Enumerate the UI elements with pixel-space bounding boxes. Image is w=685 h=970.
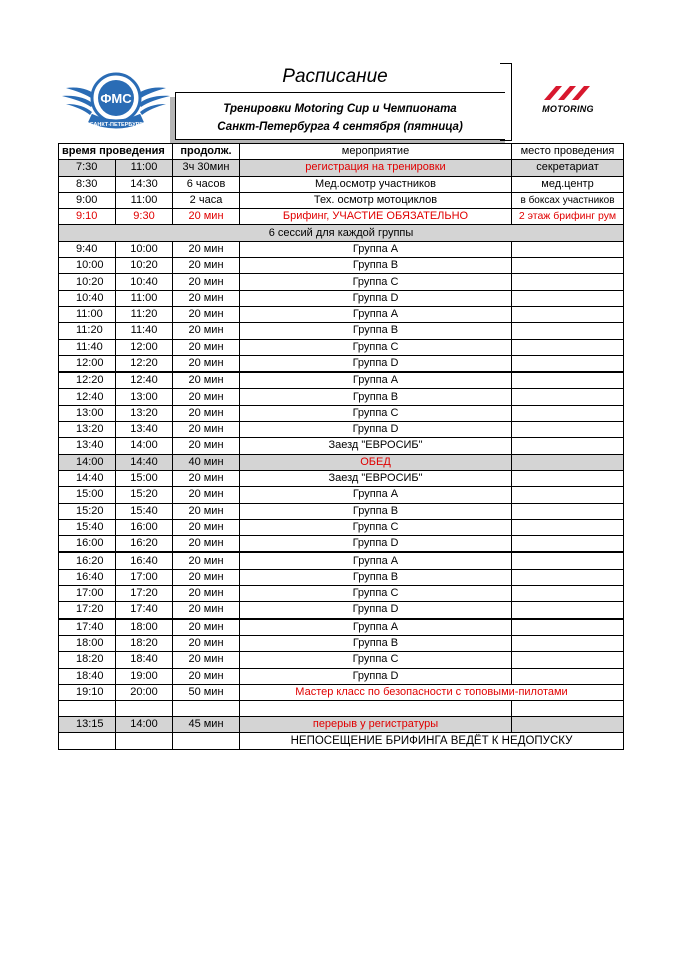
fms-logo [60,66,172,134]
cell-place [512,438,624,454]
table-row [59,176,624,192]
cell-place [512,405,624,421]
table-row [59,552,624,569]
cell-event: Группа B [240,635,512,651]
cell-end: 18:00 [116,619,173,636]
table-row [59,355,624,372]
cell-end: 17:00 [116,569,173,585]
cell-duration: 20 мин [173,274,240,290]
cell-end: 18:20 [116,635,173,651]
table-row [59,635,624,651]
header-place: место проведения [512,144,624,160]
cell-event: Группа D [240,668,512,684]
cell-place [512,323,624,339]
cell-event: Группа B [240,323,512,339]
cell-event: Группа C [240,339,512,355]
cell-place [512,372,624,389]
cell-duration: 20 мин [173,668,240,684]
cell-place [512,519,624,535]
cell-event: Группа B [240,258,512,274]
cell-event: Группа C [240,405,512,421]
subtitle-line-1: Тренировки Motoring Cup и Чемпионата [223,103,457,115]
cell-end: 18:40 [116,652,173,668]
table-header-row [59,144,624,160]
table-row [59,339,624,355]
cell-duration: 20 мин [173,306,240,322]
header-time: время проведения [59,144,173,160]
cell-place: секретариат [512,160,624,176]
cell-duration: 20 мин [173,258,240,274]
table-row [59,668,624,684]
cell-start: 12:20 [59,372,116,389]
table-row [59,438,624,454]
cell-place [512,241,624,257]
cell-start: 8:30 [59,176,116,192]
cell-start: 18:00 [59,635,116,651]
cell-event: Группа D [240,602,512,619]
cell-duration: 20 мин [173,635,240,651]
cell-end: 14:00 [116,438,173,454]
cell-duration: 3ч 30мин [173,160,240,176]
table-row [59,586,624,602]
cell-place [512,454,624,470]
cell-event: Группа A [240,619,512,636]
cell-event: Группа A [240,306,512,322]
cell-place [512,339,624,355]
cell-start: 12:40 [59,389,116,405]
cell-duration: 45 мин [173,717,240,733]
cell-start: 13:40 [59,438,116,454]
cell-start: 15:40 [59,519,116,535]
cell-event: Группа B [240,569,512,585]
cell-place [512,619,624,636]
cell-place [512,422,624,438]
cell-start: 16:00 [59,536,116,553]
cell-event: Группа C [240,652,512,668]
cell-end: 12:00 [116,339,173,355]
cell-start: 16:40 [59,569,116,585]
cell-end: 13:40 [116,422,173,438]
cell-end: 15:40 [116,503,173,519]
cell-event: Группа A [240,241,512,257]
cell-event: Тех. осмотр мотоциклов [240,192,512,208]
cell-event: Группа D [240,290,512,306]
cell-start: 10:20 [59,274,116,290]
cell-end: 17:40 [116,602,173,619]
cell-end: 14:30 [116,176,173,192]
cell-event: перерыв у регистратуры [240,717,512,733]
cell-place: 2 этаж брифинг рум [512,209,624,225]
cell-end: 11:00 [116,160,173,176]
motoring-logo-mark [530,80,606,120]
cell-place: в боксах участников [512,192,624,208]
cell-duration: 20 мин [173,602,240,619]
cell-end: 14:00 [116,717,173,733]
cell-event: Заезд "ЕВРОСИБ" [240,470,512,486]
cell-duration: 20 мин [173,422,240,438]
cell-duration: 20 мин [173,339,240,355]
cell-duration: 20 мин [173,355,240,372]
cell-start: 10:40 [59,290,116,306]
table-row [59,323,624,339]
cell-end: 11:00 [116,192,173,208]
cell-place [512,306,624,322]
cell-place [512,536,624,553]
cell-start: 10:00 [59,258,116,274]
cell-end: 15:00 [116,470,173,486]
table-row [59,192,624,208]
cell-duration: 20 мин [173,519,240,535]
table-row [59,389,624,405]
cell-event: Заезд "ЕВРОСИБ" [240,438,512,454]
title-bracket [500,63,512,141]
cell-place [512,355,624,372]
cell-start: 16:20 [59,552,116,569]
cell-duration: 20 мин [173,438,240,454]
cell-event: Группа A [240,487,512,503]
cell-event: Группа A [240,552,512,569]
sessions-note-row [59,225,624,241]
cell-event: Группа C [240,519,512,535]
cell-duration: 40 мин [173,454,240,470]
table-row [59,619,624,636]
cell-duration: 20 мин [173,487,240,503]
cell-end: 11:20 [116,306,173,322]
cell-duration: 20 мин [173,652,240,668]
cell-event: Мед.осмотр участников [240,176,512,192]
fms-logo-text: ФМС [100,91,132,106]
motoring-logo-text: MOTORING [542,104,594,114]
table-row [59,487,624,503]
cell-duration: 20 мин [173,372,240,389]
table-row [59,306,624,322]
cell-duration: 20 мин [173,470,240,486]
cell-start: 18:40 [59,668,116,684]
table-blank-row [59,701,624,717]
table-row [59,290,624,306]
cell-start: 12:00 [59,355,116,372]
cell-end: 11:00 [116,290,173,306]
table-row [59,503,624,519]
table-row [59,717,624,733]
cell-start: 13:15 [59,717,116,733]
table-row [59,569,624,585]
table-row [59,684,624,700]
table-row [59,274,624,290]
cell-start: 7:30 [59,160,116,176]
cell-start: 18:20 [59,652,116,668]
cell-place [512,290,624,306]
cell-duration: 20 мин [173,290,240,306]
cell-start: 11:20 [59,323,116,339]
cell-place [512,389,624,405]
cell-start: 19:10 [59,684,116,700]
cell-place [512,717,624,733]
cell-end: 14:40 [116,454,173,470]
cell-end: 10:20 [116,258,173,274]
cell-duration: 20 мин [173,552,240,569]
cell-place [512,635,624,651]
table-row [59,241,624,257]
cell-duration: 20 мин [173,619,240,636]
cell-event: Группа C [240,586,512,602]
cell-event: Группа B [240,503,512,519]
table-row [59,405,624,421]
cell-place [512,569,624,585]
header-event: мероприятие [240,144,512,160]
cell-duration: 20 мин [173,569,240,585]
cell-end: 15:20 [116,487,173,503]
cell-end: 17:20 [116,586,173,602]
cell-start: 9:00 [59,192,116,208]
cell-event: Группа C [240,274,512,290]
cell-duration: 20 мин [173,323,240,339]
cell-start: 13:00 [59,405,116,421]
cell-event: регистрация на тренировки [240,160,512,176]
cell-end: 19:00 [116,668,173,684]
sessions-note: 6 сессий для каждой группы [59,225,624,241]
table-row [59,454,624,470]
cell-start: 14:00 [59,454,116,470]
cell-end: 12:40 [116,372,173,389]
table-row [59,422,624,438]
cell-start: 11:40 [59,339,116,355]
cell-place [512,274,624,290]
table-row [59,602,624,619]
cell-end: 13:00 [116,389,173,405]
cell-event: Группа D [240,355,512,372]
cell-end: 10:40 [116,274,173,290]
cell-event: ОБЕД [240,454,512,470]
cell-start: 17:40 [59,619,116,636]
cell-event: Группа A [240,372,512,389]
cell-duration: 20 мин [173,586,240,602]
table-row [59,519,624,535]
cell-duration: 2 часа [173,192,240,208]
header-duration: продолж. [173,144,240,160]
table-footer-row [59,733,624,749]
cell-event: Группа D [240,422,512,438]
cell-event: Группа D [240,536,512,553]
cell-place [512,652,624,668]
page-title: Расписание [282,66,388,87]
cell-place [512,668,624,684]
cell-end: 10:00 [116,241,173,257]
table-row [59,652,624,668]
cell-end: 16:40 [116,552,173,569]
cell-event: Брифинг, УЧАСТИЕ ОБЯЗАТЕЛЬНО [240,209,512,225]
cell-event: Мастер класс по безопасности с топовыми-пилотами [240,684,624,700]
cell-start: 11:00 [59,306,116,322]
cell-start: 17:20 [59,602,116,619]
cell-duration: 20 мин [173,503,240,519]
cell-start: 17:00 [59,586,116,602]
cell-duration: 20 мин [173,536,240,553]
table-row [59,209,624,225]
cell-start: 15:20 [59,503,116,519]
cell-duration: 50 мин [173,684,240,700]
cell-place [512,552,624,569]
cell-duration: 20 мин [173,241,240,257]
cell-duration: 20 мин [173,209,240,225]
schedule-table [58,143,624,750]
briefing-warning: НЕПОСЕЩЕНИЕ БРИФИНГА ВЕДЁТ К НЕДОПУСКУ [240,733,624,749]
table-row [59,160,624,176]
cell-event: Группа B [240,389,512,405]
cell-duration: 20 мин [173,389,240,405]
fms-logo-subtext: САНКТ-ПЕТЕРБУРГ [89,122,143,128]
table-row [59,258,624,274]
cell-place: мед.центр [512,176,624,192]
cell-place [512,586,624,602]
cell-end: 12:20 [116,355,173,372]
cell-duration: 20 мин [173,405,240,421]
cell-start: 9:40 [59,241,116,257]
cell-end: 16:00 [116,519,173,535]
table-row [59,536,624,553]
subtitle-line-2: Санкт-Петербурга 4 сентября (пятница) [217,121,463,133]
cell-start: 14:40 [59,470,116,486]
cell-end: 11:40 [116,323,173,339]
cell-start: 9:10 [59,209,116,225]
cell-end: 20:00 [116,684,173,700]
cell-start: 13:20 [59,422,116,438]
cell-start: 15:00 [59,487,116,503]
cell-end: 13:20 [116,405,173,421]
cell-place [512,503,624,519]
cell-end: 9:30 [116,209,173,225]
table-row [59,470,624,486]
cell-place [512,487,624,503]
cell-duration: 6 часов [173,176,240,192]
cell-place [512,602,624,619]
cell-end: 16:20 [116,536,173,553]
cell-place [512,470,624,486]
table-row [59,372,624,389]
cell-place [512,258,624,274]
